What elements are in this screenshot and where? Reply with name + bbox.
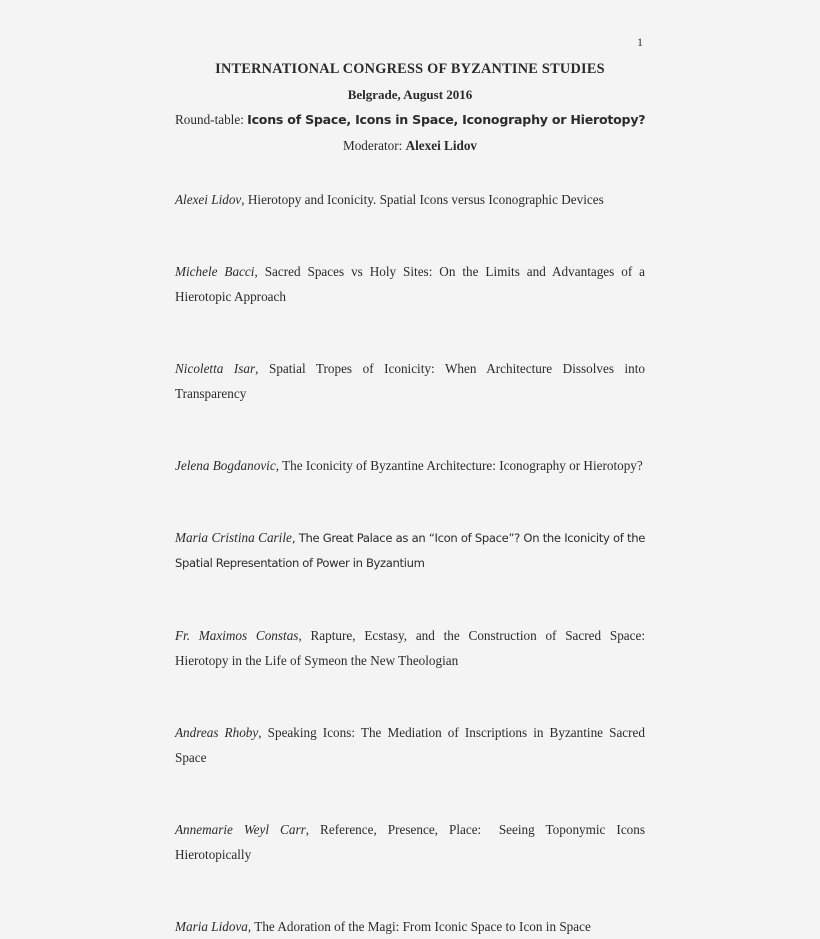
paper-title: Reference, Presence, Place: Seeing Toponymic Icons Hierotopically bbox=[175, 822, 645, 862]
paper-separator: , bbox=[291, 531, 299, 545]
moderator-line bbox=[175, 135, 645, 157]
paper-separator: , bbox=[305, 822, 321, 837]
paper-separator: , bbox=[241, 192, 248, 207]
paper-title: The Iconicity of Byzantine Architecture: Iconography or Hierotopy? bbox=[282, 458, 643, 473]
paper-title: Speaking Icons: The Mediation of Inscriptions in Byzantine Sacred Space bbox=[175, 725, 645, 765]
place-and-date: Belgrade, August 2016 bbox=[347, 87, 473, 102]
paper-entry bbox=[175, 187, 645, 212]
paper-title: Hierotopy and Iconicity. Spatial Icons versus Iconographic Devices bbox=[247, 192, 604, 207]
roundtable-topic: Icons of Space, Icons in Space, Iconography or Hierotopy? bbox=[247, 112, 646, 127]
paper-author: Michele Bacci bbox=[175, 264, 255, 279]
paper-entry bbox=[175, 453, 645, 478]
document-header bbox=[175, 58, 645, 157]
paper-separator: , bbox=[275, 458, 283, 473]
paper-separator: , bbox=[255, 361, 269, 376]
paper-separator: , bbox=[247, 919, 255, 934]
paper-title: Spatial Tropes of Iconicity: When Architecture Dissolves into Transparency bbox=[175, 361, 646, 401]
paper-title: The Adoration of the Magi: From Iconic Space to Icon in Space bbox=[254, 919, 591, 934]
paper-list bbox=[175, 187, 645, 939]
paper-author: Annemarie Weyl Carr bbox=[175, 822, 306, 837]
roundtable-line bbox=[175, 109, 645, 131]
paper-entry bbox=[175, 356, 645, 406]
paper-title: The Great Palace as an “Icon of Space”? On the Iconicity of the Spatial Representation of Power in Byzantium bbox=[175, 531, 645, 570]
paper-author: Nicoletta Isar bbox=[175, 361, 256, 376]
paper-author: Alexei Lidov bbox=[175, 192, 242, 207]
paper-author: Jelena Bogdanovic bbox=[175, 458, 276, 473]
paper-author: Fr. Maximos Constas bbox=[175, 628, 299, 643]
paper-title: Rapture, Ecstasy, and the Construction of Sacred Space: Hierotopy in the Life of Symeon the New Theologian bbox=[175, 628, 646, 668]
paper-separator: , bbox=[298, 628, 311, 643]
paper-entry bbox=[175, 720, 645, 770]
moderator-label: Moderator: bbox=[342, 138, 406, 153]
page-number: 1 bbox=[637, 37, 643, 49]
paper-entry bbox=[175, 914, 645, 939]
moderator-name: Alexei Lidov bbox=[405, 138, 478, 153]
paper-entry bbox=[175, 259, 645, 309]
congress-title: INTERNATIONAL CONGRESS OF BYZANTINE STUDIES bbox=[215, 61, 605, 77]
paper-author: Andreas Rhoby bbox=[175, 725, 259, 740]
paper-author: Maria Lidova bbox=[175, 919, 248, 934]
paper-entry bbox=[175, 623, 645, 673]
paper-entry bbox=[175, 525, 645, 576]
text-column bbox=[175, 58, 645, 939]
paper-separator: , bbox=[258, 725, 268, 740]
roundtable-label: Round-table: bbox=[175, 112, 248, 127]
paper-entry bbox=[175, 817, 645, 867]
paper-separator: , bbox=[254, 264, 265, 279]
paper-author: Maria Cristina Carile bbox=[175, 530, 292, 545]
paper-title: Sacred Spaces vs Holy Sites: On the Limits and Advantages of a Hierotopic Approach bbox=[175, 264, 646, 304]
